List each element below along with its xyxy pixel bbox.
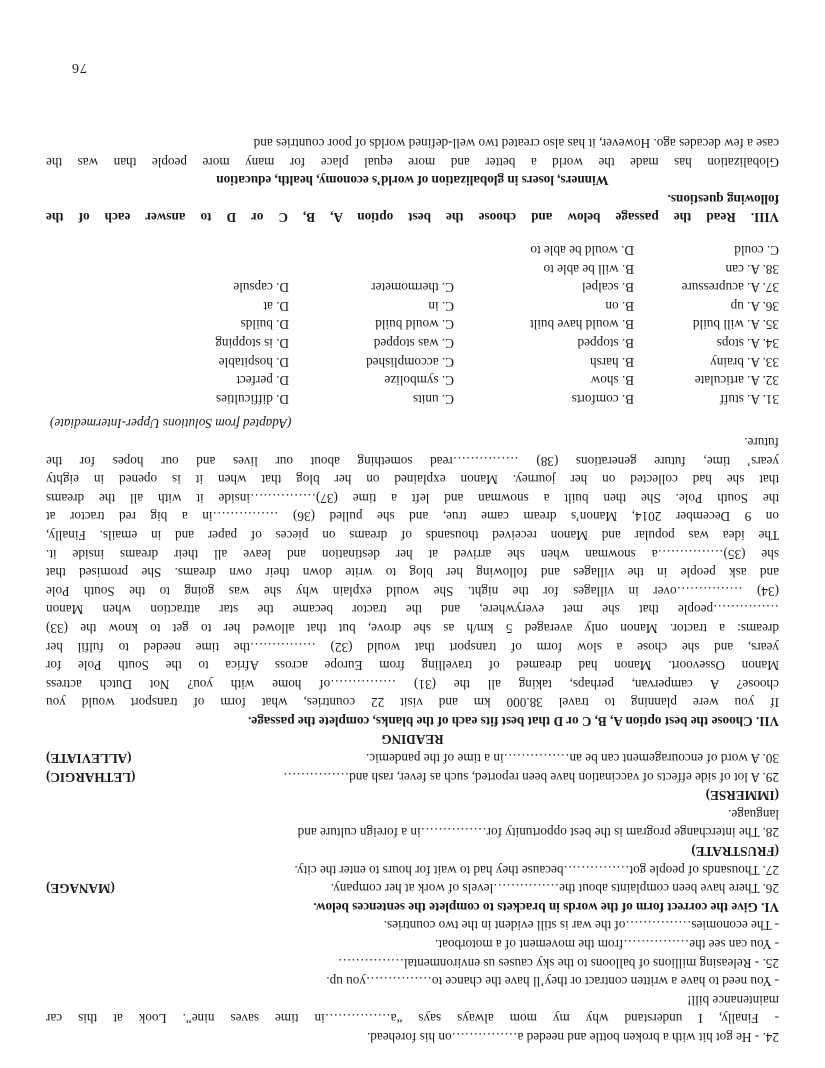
section-8-paragraph-line1: Globalization has made the world a better and more equal place for many more people than was the — [46, 154, 779, 170]
q30-text: 30. A word of encouragement can be an……………in a time of the pandemic. — [365, 751, 779, 767]
passage-line: that she had collected on her journey. Manon explained on her blog that when it is opened in eighty — [46, 472, 779, 488]
passage-line: If you were planning to travel 38.000 km and visit 22 countries, what form of transport would you — [46, 695, 779, 711]
options-row-38a — [46, 259, 779, 278]
reading-passage — [46, 432, 779, 711]
reading-title: READING — [381, 732, 444, 748]
option-d: D. is stopping — [215, 336, 289, 352]
passage-line: years, and she chose a slow form of transport that would (32) ……………the time needed to fulfil her — [46, 639, 779, 655]
option-b: B. will be able to — [543, 261, 634, 277]
passage-line: the South Pole. She then built a snowman and left a time (37)……………inside it with all the dreams — [46, 490, 779, 506]
options-row-31 — [46, 389, 779, 408]
q28-word: (IMMERSE) — [705, 788, 779, 804]
passage-line: The idea was popular and Manon received thousands of dreams on pieces of paper and in emails. Finally, — [46, 527, 779, 543]
page-content — [46, 134, 779, 1047]
q26-row — [46, 879, 779, 898]
option-b: B. stopped — [577, 336, 634, 352]
passage-line: on 9 December 2014, Manon’s dream came true, and she pulled (36) ……………in a big red tractor at — [46, 509, 779, 525]
empty-cell — [46, 240, 289, 259]
section-8-heading-line2: following questions. — [667, 191, 779, 207]
option-b: B. comforts — [571, 391, 634, 407]
q29-text: 29. A lot of side effects of vaccination have been reported, such as fever, rash and…………… — [283, 769, 779, 785]
passage-last-line: future. — [744, 435, 779, 450]
option-a: 33. A. brainy — [710, 354, 779, 370]
option-a: 34. A. stops — [716, 336, 779, 352]
option-a: 35. A. will build — [692, 317, 779, 333]
option-b: B. would have built — [529, 317, 634, 333]
passage-line: choose? A campervan, perhaps, taking all the (31) ……………of home with you? Not Dutch actress — [46, 676, 779, 692]
passage-line: and ask people in the villages and following her blog to write down their own dreams. She promised that — [46, 565, 779, 581]
option-d: D. builds — [240, 317, 289, 333]
option-d: D. difficulties — [215, 391, 289, 407]
q25-sentence-c: - The economies……………of the war is still evident in the two countries. — [383, 918, 779, 934]
options-row-33 — [46, 352, 779, 371]
q29-word: (LETHARGIC) — [46, 769, 136, 785]
q24-sentence-c: - You need to have a written contract or they’ll have the chance to……………you up. — [326, 974, 779, 990]
option-c: C. symbolize — [384, 373, 454, 389]
empty-cell — [289, 259, 454, 278]
options-row-32 — [46, 371, 779, 390]
empty-cell — [46, 259, 289, 278]
options-row-35 — [46, 315, 779, 334]
options-row-38b — [46, 240, 779, 259]
section-7-heading: VII. Choose the best option A, B, C or D that best fits each of the blanks, complete the passage. — [248, 713, 779, 729]
q24-sentence-b-line1: - Finally, I understand why my mom always says “a……………in time saves nine”. Look at this car — [46, 1011, 779, 1027]
option-d: D. hospitable — [218, 354, 289, 370]
option-a: 37. A. acupressure — [681, 280, 779, 296]
passage-line: (34) ……………over in villages for the night. She would explain why she was going to the South Pole — [46, 583, 779, 599]
option-b: B. harsh — [590, 354, 634, 370]
passage-line: she (35)……………a snowman when she arrived at her destination and leave all their dreams inside it. — [46, 546, 779, 562]
q28-line2: language. — [728, 806, 779, 822]
q28-line1: 28. The interchange program is the best opportunity for……………in a foreign culture and — [297, 825, 779, 841]
q25-sentence-a: 25. - Releasing millions of balloons to the sky causes us environmental…………… — [338, 955, 779, 971]
q27-text: 27. Thousands of people got……………because they had to wait for hours to enter the city. — [294, 862, 779, 878]
options-row-36 — [46, 296, 779, 315]
section-8-heading-line1: VIII. Read the passage below and choose the best option A, B, C or D to answer each of the — [46, 210, 779, 226]
option-c: C. was stopped — [373, 336, 454, 352]
option-c: C. units — [412, 391, 454, 407]
option-b: B. scalpel — [581, 280, 634, 296]
option-a: 32. A. articulate — [694, 373, 779, 389]
section-8-passage-title: Winners, losers in globalization of world’s economy, health, education — [216, 173, 609, 189]
passage-source: (Adapted from Solutions Upper-Intermediate) — [50, 416, 292, 432]
q25-sentence-b: - You can see the……………from the movement of a motorboat. — [435, 937, 779, 953]
page-number: 76 — [71, 60, 87, 75]
spacer — [46, 226, 779, 240]
option-b: B. show — [590, 373, 634, 389]
answer-options — [46, 240, 779, 407]
option-c: C. would build — [375, 317, 454, 333]
passage-line: ……………people that she met everywhere, and the tractor became the star attraction when Manon — [46, 602, 779, 618]
passage-line: Manon Ossevoort. Manon had dreamed of travelling from Europe across Africa to the South Pole for — [46, 658, 779, 674]
spacer — [46, 408, 779, 414]
option-c: C. thermometer — [371, 280, 454, 296]
q30-word: (ALLEVIATE) — [46, 751, 132, 767]
option-c: C. in — [428, 298, 454, 314]
option-d: D. capsule — [233, 280, 289, 296]
option-c: C. could — [734, 243, 779, 259]
option-d: D. at — [263, 298, 289, 314]
options-row-37 — [46, 278, 779, 297]
option-b: B. on — [605, 298, 634, 314]
q29-row — [46, 767, 779, 786]
option-d: D. would be able to — [530, 243, 634, 259]
q30-row — [46, 749, 779, 768]
option-a: 31. A. stuff — [719, 391, 779, 407]
option-a: 38. A. can — [725, 261, 779, 277]
option-a: 36. A. up — [730, 298, 779, 314]
passage-line: dreams: a tractor. Manon only averaged 5 km/h as she drove, but that allowed her to get to know the (33) — [46, 620, 779, 636]
q24-sentence-a: 24. - He got hit with a broken bottle and needed a……………on his forehead. — [366, 1030, 779, 1045]
passage-line: years’ time, future generations (38) ……………read something about our lives and our hopes for the — [46, 453, 779, 469]
q26-word: (MANAGE) — [46, 881, 115, 897]
section-6-heading: VI. Give the correct form of the words in brackets to complete the sentences below. — [313, 899, 779, 915]
section-8-paragraph-line2: case a few decades ago. However, it has also created two well-defined worlds of poor countries and — [253, 136, 779, 152]
q27-word: (FRUSTRATE) — [691, 844, 779, 860]
empty-cell — [289, 240, 454, 259]
option-c: C. accomplished — [366, 354, 454, 370]
option-d: D. perfect — [236, 373, 289, 389]
q24-sentence-b-line2: maintenance bill! — [687, 992, 779, 1008]
options-row-34 — [46, 333, 779, 352]
q26-text: 26. There have been complaints about the……………levels of work at her company. — [330, 881, 779, 897]
